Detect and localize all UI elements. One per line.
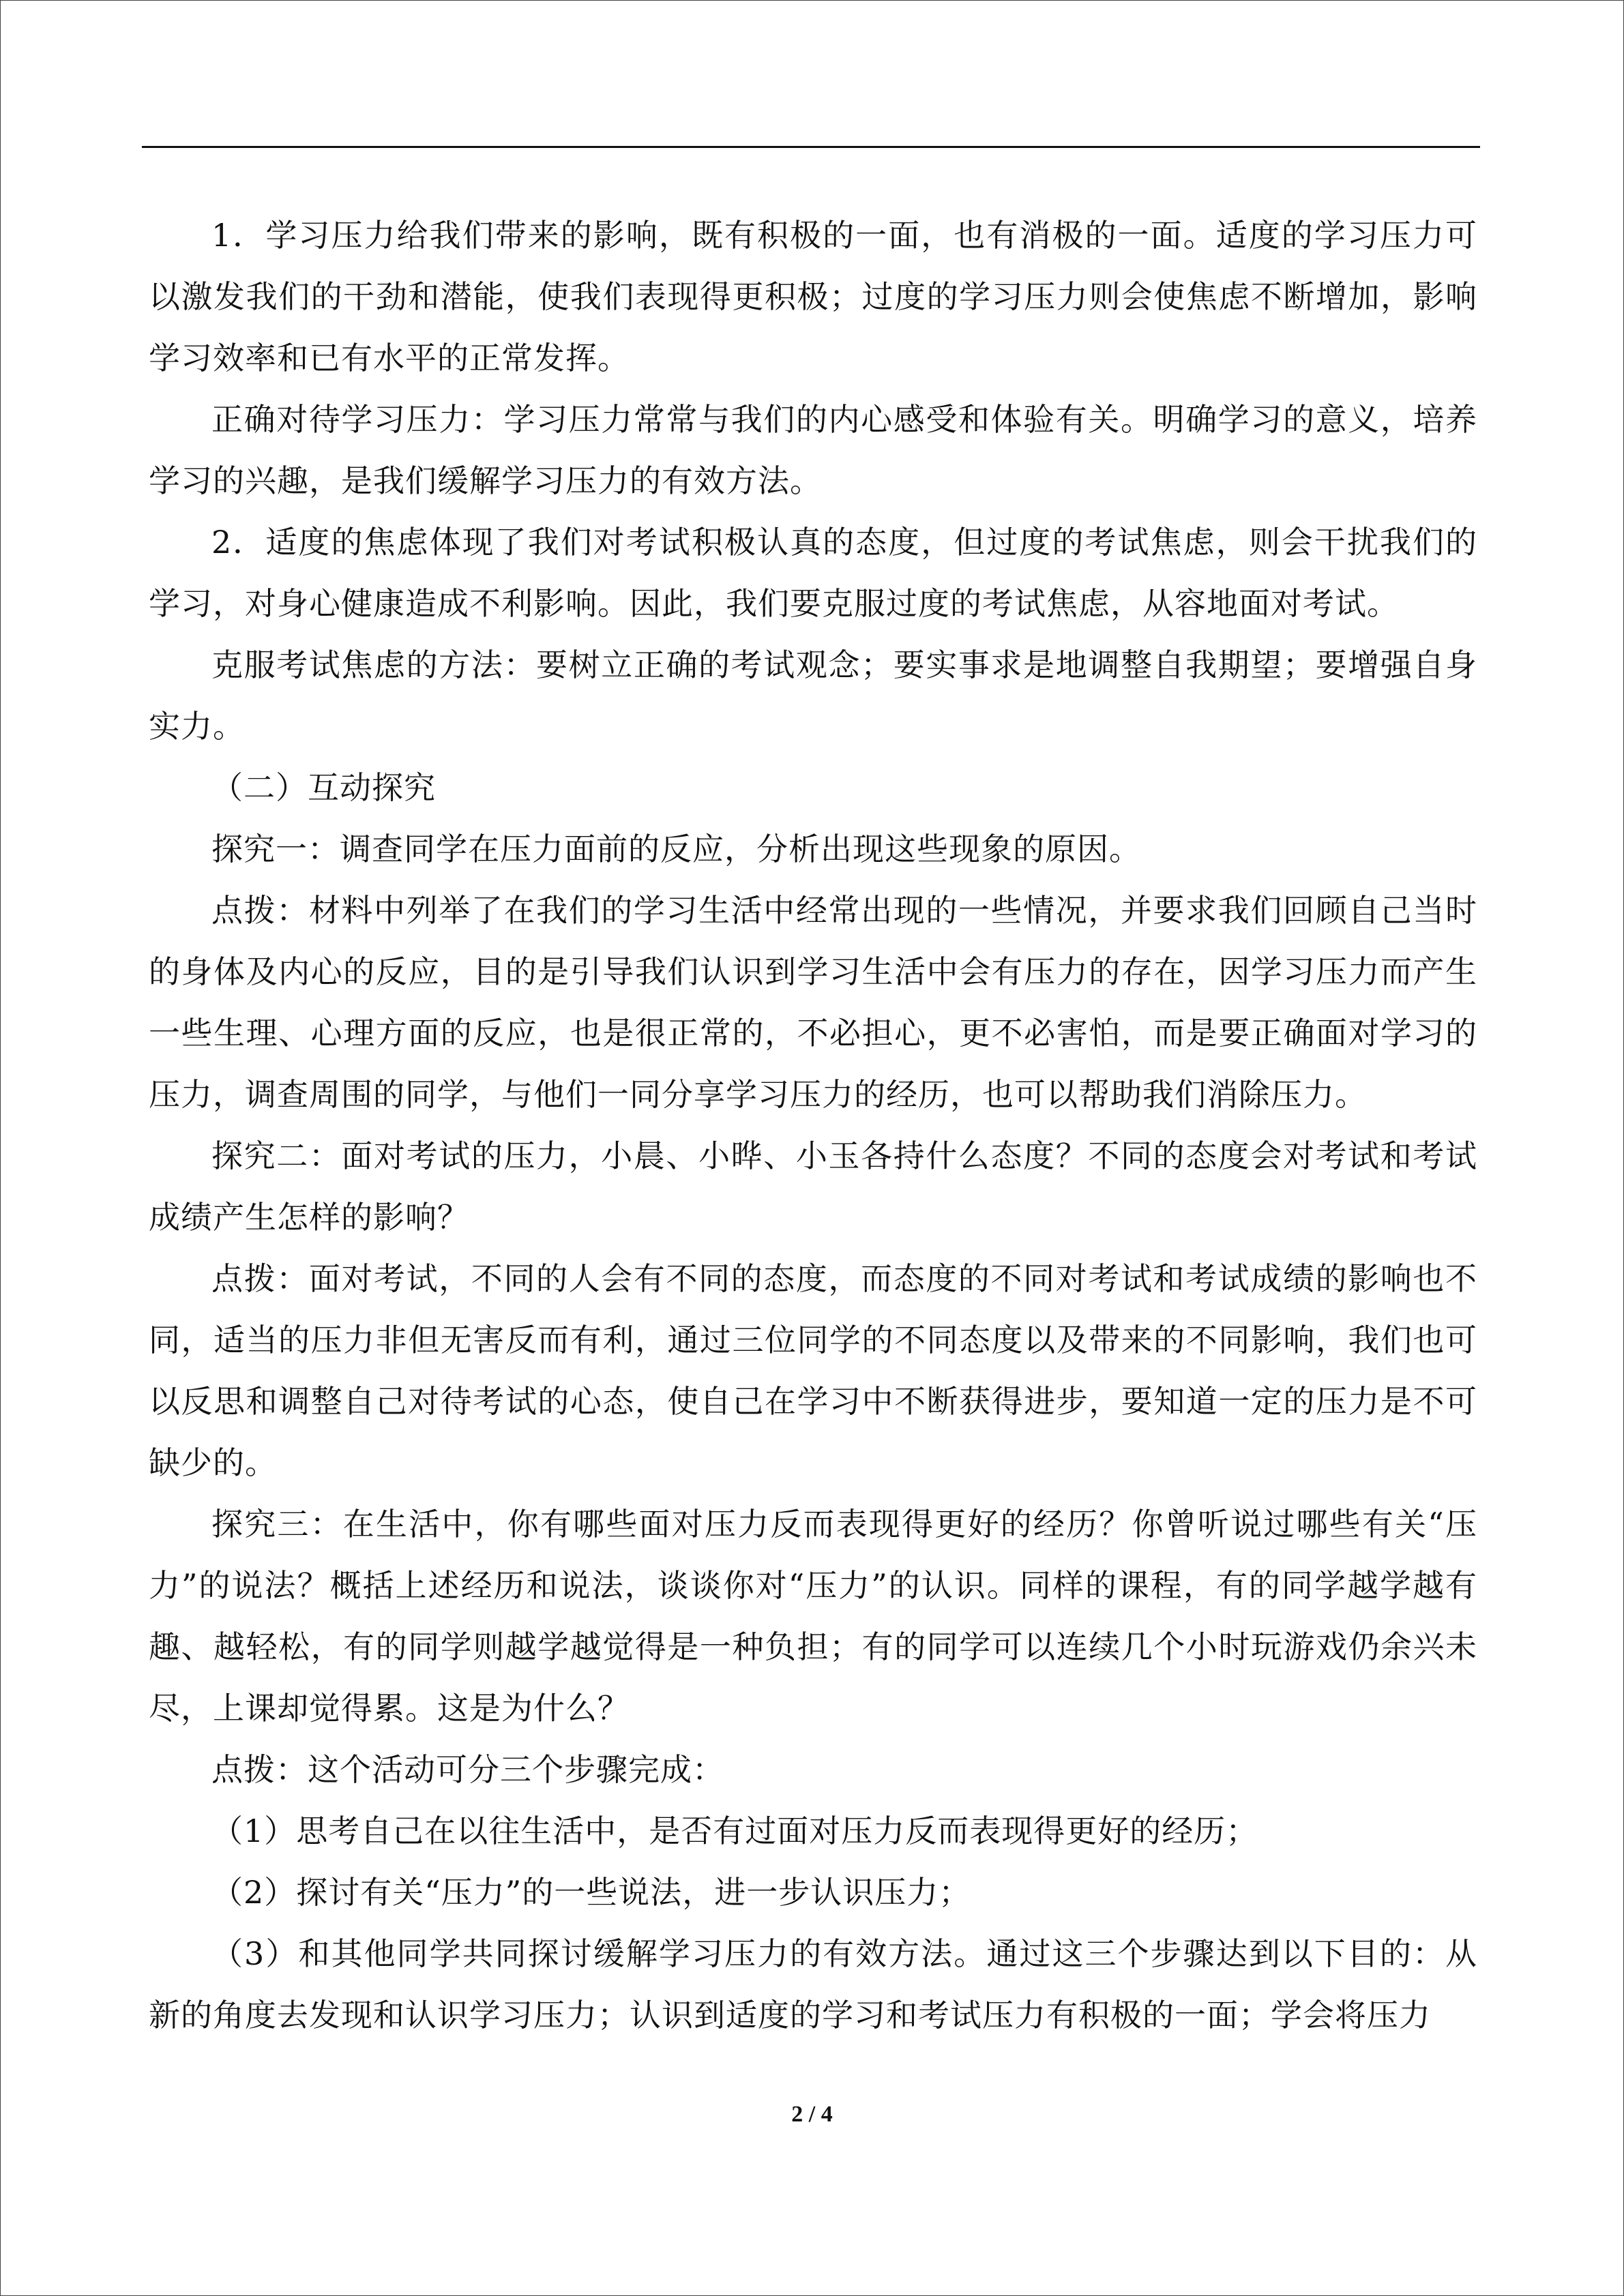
paragraph-3: 2．适度的焦虑体现了我们对考试积极认真的态度，但过度的考试焦虑，则会干扰我们的学习，对身心健康造成不利影响。因此，我们要克服过度的考试焦虑，从容地面对考试。 bbox=[149, 524, 1477, 622]
paragraph-1: 1．学习压力给我们带来的影响，既有积极的一面，也有消极的一面。适度的学习压力可以激发我们的干劲和潜能，使我们表现得更积极；过度的学习压力则会使焦虑不断增加，影响学习效率和已有水平的正常发挥。 bbox=[149, 217, 1477, 376]
paragraph-inquiry-3: 探究三：在生活中，你有哪些面对压力反而表现得更好的经历？你曾听说过哪些有关“压力”的说法？概括上述经历和说法，谈谈你对“压力”的认识。同样的课程，有的同学越学越有趣、越轻松，有的同学则越学越觉得是一种负担；有的同学可以连续几个小时玩游戏仍余兴未尽，上课却觉得累。这是为什么？ bbox=[149, 1506, 1477, 1727]
paragraph-inquiry-2: 探究二：面对考试的压力，小晨、小晔、小玉各持什么态度？不同的态度会对考试和考试成绩产生怎样的影响？ bbox=[149, 1137, 1477, 1236]
section-heading-interactive-inquiry: （二）互动探究 bbox=[211, 769, 436, 806]
header-rule bbox=[142, 146, 1480, 148]
paragraph-hint-2: 点拨：面对考试，不同的人会有不同的态度，而态度的不同对考试和考试成绩的影响也不同，适当的压力非但无害反而有利，通过三位同学的不同态度以及带来的不同影响，我们也可以反思和调整自己对待考试的心态，使自己在学习中不断获得进步，要知道一定的压力是不可缺少的。 bbox=[149, 1260, 1477, 1481]
list-item-step-3: （3）和其他同学共同探讨缓解学习压力的有效方法。通过这三个步骤达到以下目的：从新的角度去发现和认识学习压力；认识到适度的学习和考试压力有积极的一面；学会将压力 bbox=[149, 1935, 1477, 2033]
document-body bbox=[149, 205, 1477, 2046]
paragraph-hint-1: 点拨：材料中列举了在我们的学习生活中经常出现的一些情况，并要求我们回顾自己当时的身体及内心的反应，目的是引导我们认识到学习生活中会有压力的存在，因学习压力而产生一些生理、心理方面的反应，也是很正常的，不必担心，更不必害怕，而是要正确面对学习的压力，调查周围的同学，与他们一同分享学习压力的经历，也可以帮助我们消除压力。 bbox=[149, 892, 1477, 1113]
list-item-step-2: （2）探讨有关“压力”的一些说法，进一步认识压力； bbox=[211, 1874, 971, 1911]
paragraph-inquiry-1: 探究一：调查同学在压力面前的反应，分析出现这些现象的原因。 bbox=[211, 831, 1141, 867]
paragraph-hint-3: 点拨：这个活动可分三个步骤完成： bbox=[211, 1751, 724, 1788]
list-item-step-1: （1）思考自己在以往生活中，是否有过面对压力反而表现得更好的经历； bbox=[211, 1813, 1258, 1849]
paragraph-4: 克服考试焦虑的方法：要树立正确的考试观念；要实事求是地调整自我期望；要增强自身实力。 bbox=[149, 646, 1477, 745]
paragraph-2: 正确对待学习压力：学习压力常常与我们的内心感受和体验有关。明确学习的意义，培养学习的兴趣，是我们缓解学习压力的有效方法。 bbox=[149, 401, 1477, 499]
page-number: 2 / 4 bbox=[791, 2102, 833, 2127]
